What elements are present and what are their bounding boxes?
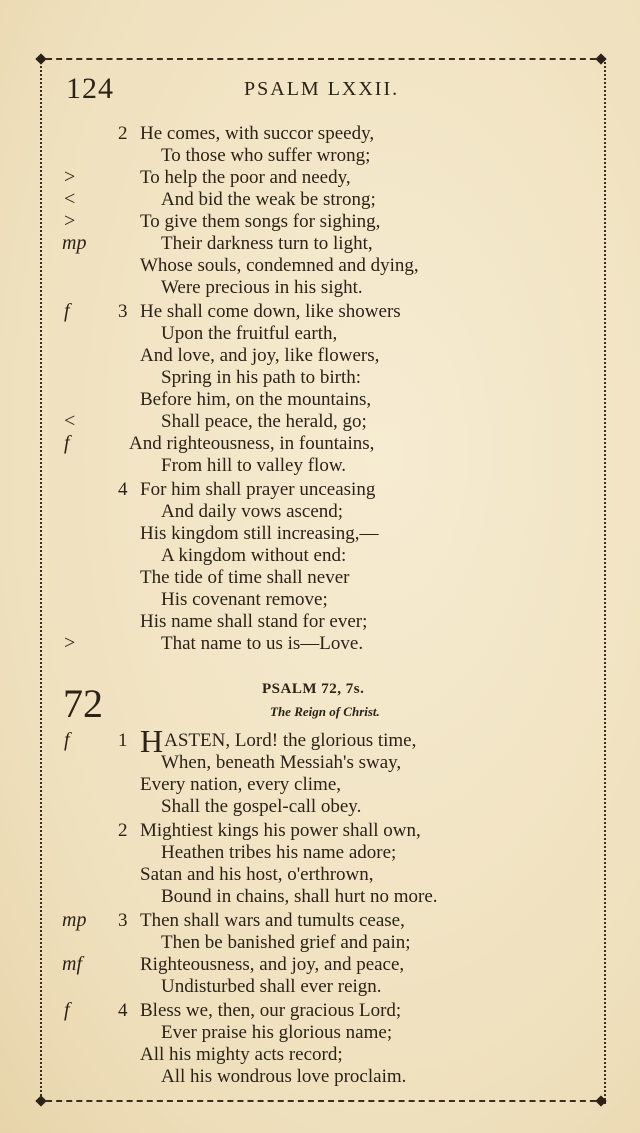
dynamic-mark: f	[64, 300, 70, 322]
verse-line: To those who suffer wrong;	[161, 145, 371, 166]
dynamic-mark: f	[64, 432, 70, 454]
verse-line: When, beneath Messiah's sway,	[161, 752, 402, 773]
verse-line: And bid the weak be strong;	[161, 189, 376, 210]
verse-number: 3	[118, 910, 128, 931]
verse-line: To help the poor and needy,	[140, 167, 351, 188]
verse-line: Then shall wars and tumults cease,	[140, 910, 405, 931]
running-title: PSALM LXXII.	[244, 78, 400, 100]
verse-line: Were precious in his sight.	[161, 277, 363, 298]
verse-number: 4	[118, 479, 128, 500]
verse-line: Heathen tribes his name adore;	[161, 842, 397, 863]
verse-line: Shall the gospel-call obey.	[161, 796, 362, 817]
verse-number: 2	[118, 123, 128, 144]
verse-line: And righteousness, in fountains,	[129, 433, 375, 454]
hymn-number: 72	[63, 681, 103, 726]
verse-line: Upon the fruitful earth,	[161, 323, 338, 344]
dynamic-mark: <	[64, 188, 76, 210]
verse-line: Bound in chains, shall hurt no more.	[161, 886, 438, 907]
verse-line: All his mighty acts record;	[140, 1044, 343, 1065]
dynamic-mark: mp	[62, 232, 87, 254]
verse-line: Spring in his path to birth:	[161, 367, 362, 388]
verse-line: Satan and his host, o'erthrown,	[140, 864, 374, 885]
verse-line: Ever praise his glorious name;	[161, 1022, 393, 1043]
verse-line: Their darkness turn to light,	[161, 233, 373, 254]
verse-line: Whose souls, condemned and dying,	[140, 255, 419, 276]
dynamic-mark: <	[64, 410, 76, 432]
verse-line: To give them songs for sighing,	[140, 211, 381, 232]
dynamic-mark: f	[64, 729, 70, 751]
verse-line: Mightiest kings his power shall own,	[140, 820, 421, 841]
verse-line: Undisturbed shall ever reign.	[161, 976, 382, 997]
verse-line: Righteousness, and joy, and peace,	[140, 954, 405, 975]
dynamic-mark: mp	[62, 909, 87, 931]
verse-line: Shall peace, the herald, go;	[161, 411, 367, 432]
verse-number: 2	[118, 820, 128, 841]
dynamic-mark: >	[64, 210, 76, 232]
verse-line: Before him, on the mountains,	[140, 389, 372, 410]
verse-line: That name to us is—Love.	[161, 633, 364, 654]
verse-line: He comes, with succor speedy,	[140, 123, 375, 144]
verse-number: 4	[118, 1000, 128, 1021]
verse-line: His name shall stand for ever;	[140, 611, 368, 632]
verse-line: Bless we, then, our gracious Lord;	[140, 1000, 402, 1021]
verse-line: He shall come down, like showers	[140, 301, 401, 322]
verse-line: His kingdom still increasing,—	[140, 523, 379, 544]
verse-number: 3	[118, 301, 128, 322]
verse-line: And love, and joy, like flowers,	[140, 345, 380, 366]
hymn-subtitle: The Reign of Christ.	[270, 704, 380, 719]
verse-line: The tide of time shall never	[140, 567, 350, 588]
hymn-title: PSALM 72, 7s.	[262, 681, 365, 697]
top-border-rule	[36, 58, 606, 66]
dynamic-mark: >	[64, 632, 76, 654]
dynamic-mark: >	[64, 166, 76, 188]
dynamic-mark: mf	[62, 953, 82, 975]
page-number: 124	[66, 72, 114, 105]
verse-number: 1	[118, 730, 128, 751]
dynamic-mark: f	[64, 999, 70, 1021]
verse-line: All his wondrous love proclaim.	[161, 1066, 407, 1087]
verse-line: Every nation, every clime,	[140, 774, 342, 795]
verse-line: And daily vows ascend;	[161, 501, 344, 522]
verse-line-text: ASTEN, Lord! the glorious time,	[164, 730, 417, 751]
verse-line: Then be banished grief and pain;	[161, 932, 411, 953]
verse-line: From hill to valley flow.	[161, 455, 347, 476]
bottom-border-rule	[36, 1100, 606, 1108]
verse-line: For him shall prayer unceasing	[140, 479, 376, 500]
drop-cap: H	[140, 723, 164, 759]
verse-line: His covenant remove;	[161, 589, 328, 610]
verse-line-first	[140, 723, 417, 759]
verse-line: A kingdom without end:	[161, 545, 347, 566]
